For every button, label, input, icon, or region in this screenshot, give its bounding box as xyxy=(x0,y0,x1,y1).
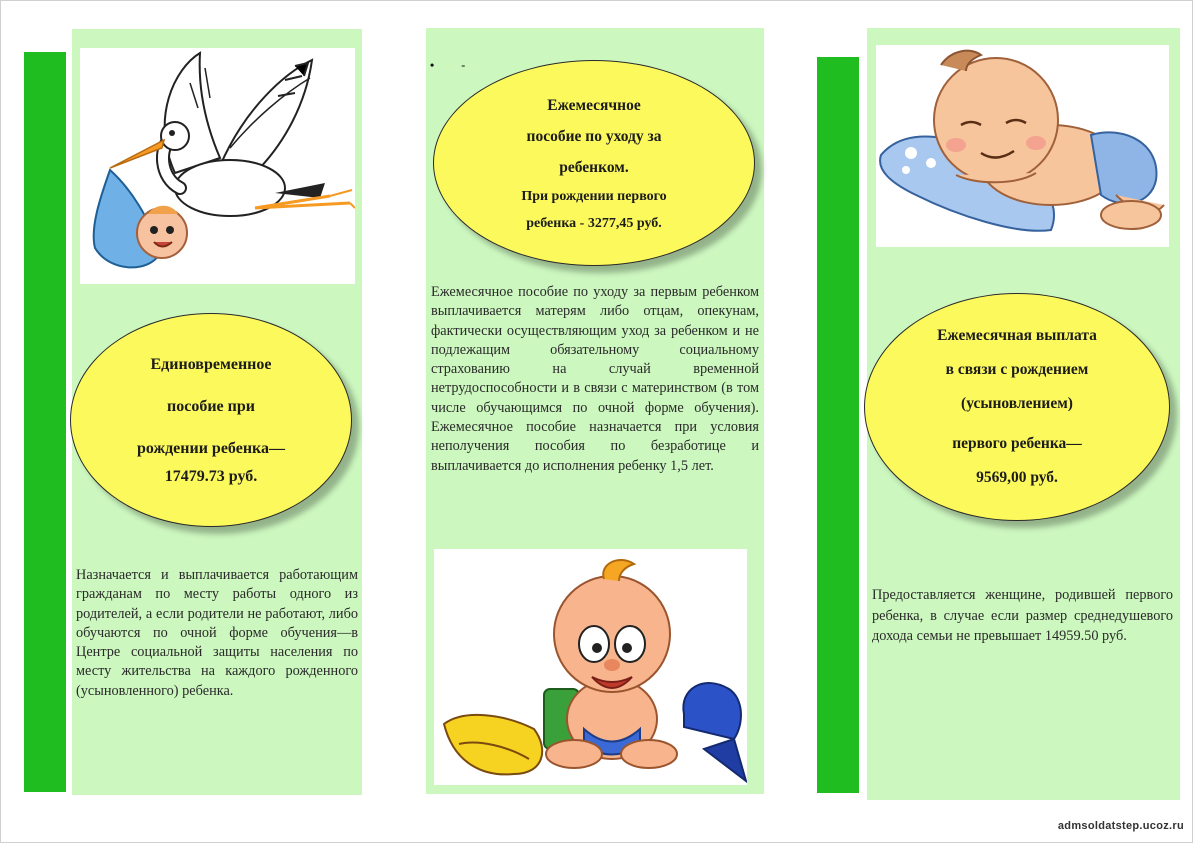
stork-baby-illustration xyxy=(80,48,355,284)
oval-title-line: пособие по уходу за xyxy=(526,127,662,145)
bullet-dot: • xyxy=(430,58,435,72)
oval-title-line: Ежемесячное xyxy=(547,96,641,114)
oval-line: в связи с рождением xyxy=(945,361,1089,378)
oval-line: первого ребенка— xyxy=(952,435,1082,452)
oval-line: (усыновлением) xyxy=(961,395,1073,412)
monthly-care-benefit-description: Ежемесячное пособие по уходу за первым ребенком выплачивается матерям либо отцам, опекунам, фактически осуществляющим уход за ребенком и не подлежащим обязательному социальному страхованию на случай временной нетрудоспособности и в связи с материнством (в том числе обучающимся по очной форме обучения). Ежемесячное пособие назначается при условия неполучения пособия по безработице и выплачивается до исполнения ребенку 1,5 лет. xyxy=(431,284,759,474)
left-green-bar xyxy=(24,52,66,792)
monthly-care-benefit-oval xyxy=(433,60,755,266)
oval-line: пособие при xyxy=(167,397,255,415)
monthly-payment-oval xyxy=(864,293,1170,521)
oval-line: Единовременное xyxy=(150,355,272,373)
monthly-payment-description: Предоставляется женщине, родившей первого ребенка, в случае если размер среднедушевого дохода семьи не превышает 14959.50 руб. xyxy=(872,587,1173,644)
bullet-marker xyxy=(430,58,465,73)
one-time-benefit-oval xyxy=(70,313,352,527)
site-watermark: admsoldatstep.ucoz.ru xyxy=(1057,820,1184,832)
oval-amount: ребенка - 3277,45 руб. xyxy=(526,215,662,231)
sleeping-baby-illustration xyxy=(876,45,1169,247)
oval-line: Ежемесячная выплата xyxy=(937,327,1097,344)
oval-sub-line: При рождении первого xyxy=(521,188,667,204)
oval-amount: 9569,00 руб. xyxy=(976,469,1058,486)
right-green-bar xyxy=(817,57,859,793)
oval-line: рождении ребенка— xyxy=(136,439,286,457)
bullet-dash: - xyxy=(461,58,466,72)
oval-amount: 17479.73 руб. xyxy=(164,467,258,485)
one-time-benefit-description: Назначается и выплачивается работающим гражданам по месту работы одного из родителей, а если родители не работают, либо обучаются по очной форме обучения—в Центре социальной защиты населения по месту жительства на каждого рожденного (усыновленного) ребенка. xyxy=(76,567,358,699)
baby-toys-illustration xyxy=(434,549,747,785)
oval-title-line: ребенком. xyxy=(559,158,629,176)
